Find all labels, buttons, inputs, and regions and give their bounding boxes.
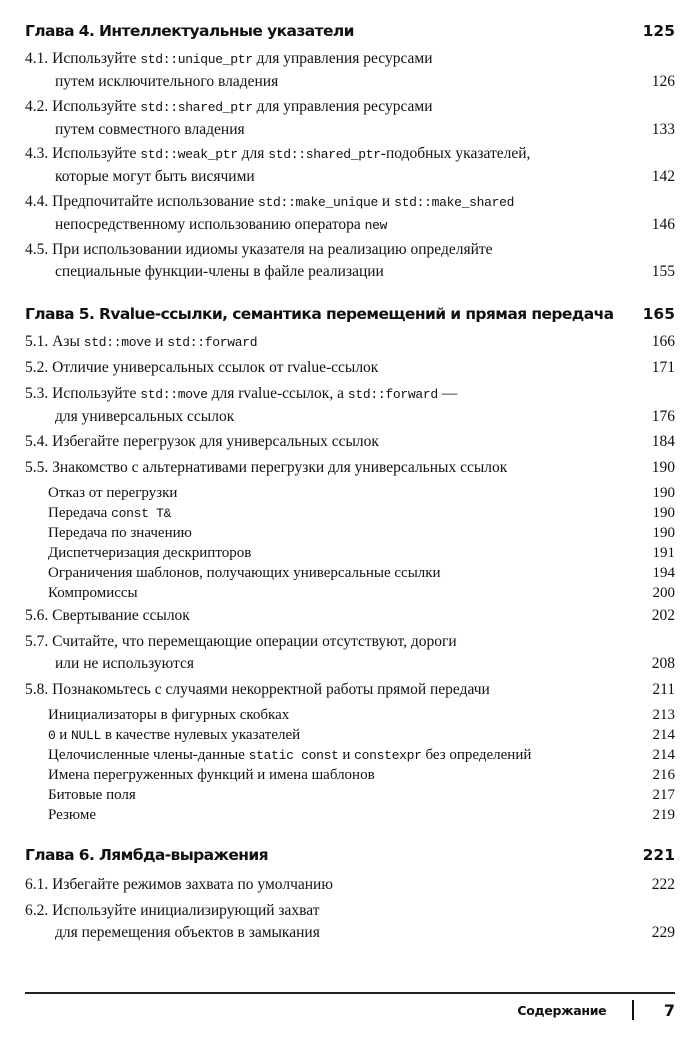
- entry-title: [25, 605, 190, 627]
- subentry-page-number: 194: [652, 565, 675, 581]
- text-run: для: [237, 145, 269, 162]
- entry-page-number: 166: [651, 333, 675, 350]
- text-run: Считайте, что перемещающие операции отсутствуют, дороги: [52, 633, 457, 650]
- text-run: Передача по значению: [48, 525, 192, 541]
- text-run: в качестве нулевых указателей: [101, 727, 301, 743]
- toc-entry[interactable]: [25, 331, 675, 354]
- text-run: —: [437, 385, 458, 402]
- code-term: 0: [48, 728, 56, 743]
- text-run: для rvalue-ссылок, а: [207, 385, 348, 402]
- text-run: Имена перегруженных функций и имена шаблонов: [48, 767, 375, 783]
- text-run: и: [55, 727, 72, 743]
- entry-title-continuation: [25, 922, 320, 944]
- entry-number: 4.2.: [25, 98, 49, 115]
- entry-number: 5.8.: [25, 681, 49, 698]
- entry-title-continuation: [25, 214, 387, 237]
- toc-subentry[interactable]: [48, 483, 675, 503]
- subentry-page-number: 219: [652, 807, 675, 823]
- chapter-heading[interactable]: [25, 846, 675, 864]
- entry-page-number: 155: [651, 263, 675, 280]
- subentry-page-number: 191: [652, 545, 675, 561]
- entry-title: [25, 679, 490, 701]
- entry-title: [25, 191, 514, 214]
- entry-number: 5.7.: [25, 633, 49, 650]
- footer-section-label: Содержание: [517, 1002, 607, 1018]
- entry-page-number: 222: [651, 876, 675, 893]
- toc-entry[interactable]: [25, 383, 675, 428]
- entry-title: [25, 874, 333, 896]
- text-run: специальные функции-члены в файле реализации: [55, 263, 384, 280]
- code-term: const T&: [111, 506, 172, 521]
- text-run: Используйте: [52, 50, 141, 67]
- chapter-page-number: 165: [642, 305, 675, 323]
- subentry-page-number: 190: [652, 485, 675, 501]
- chapter-page-number: 125: [642, 22, 675, 40]
- subentry-title: [48, 503, 171, 524]
- text-run: Используйте: [52, 98, 141, 115]
- text-run: Целочисленные члены-данные: [48, 747, 249, 763]
- text-run: Битовые поля: [48, 787, 136, 803]
- entry-title-continuation: [25, 406, 234, 428]
- toc-entry[interactable]: [25, 239, 675, 283]
- toc-entry[interactable]: [25, 631, 675, 675]
- subentry-page-number: 200: [652, 585, 675, 601]
- entry-number: 5.2.: [25, 359, 49, 376]
- entry-page-number: 184: [651, 433, 675, 450]
- entry-number: 5.6.: [25, 607, 49, 624]
- entry-number: 6.1.: [25, 876, 49, 893]
- entry-title-continuation: [25, 653, 194, 675]
- entry-number: 4.1.: [25, 50, 49, 67]
- entry-page-number: 171: [651, 359, 675, 376]
- text-run: Инициализаторы в фигурных скобках: [48, 707, 290, 723]
- entry-title: [25, 900, 320, 922]
- footer-divider: [632, 1000, 634, 1020]
- subentry-page-number: 213: [652, 707, 675, 723]
- entry-page-number: 202: [651, 607, 675, 624]
- footer-rule: [25, 992, 675, 994]
- text-run: для перемещения объектов в замыкания: [55, 924, 320, 941]
- toc-entry[interactable]: [25, 874, 675, 896]
- subentry-page-number: 216: [652, 767, 675, 783]
- code-term: std::move: [83, 335, 152, 350]
- subentry-page-number: 190: [652, 525, 675, 541]
- text-run: Отказ от перегрузки: [48, 485, 178, 501]
- toc-entry[interactable]: [25, 357, 675, 379]
- subentry-title: [48, 785, 136, 805]
- entry-number: 5.5.: [25, 459, 49, 476]
- entry-title: [25, 431, 379, 453]
- subentry-title: [48, 523, 192, 543]
- chapter-title: Глава 4. Интеллектуальные указатели: [25, 22, 354, 40]
- entry-page-number: 229: [651, 924, 675, 941]
- entry-title: [25, 331, 257, 354]
- entry-page-number: 190: [651, 459, 675, 476]
- entry-title-continuation: [25, 166, 255, 188]
- chapter-title: Глава 6. Лямбда-выражения: [25, 846, 268, 864]
- text-run: для универсальных ссылок: [55, 408, 235, 425]
- text-run: и: [338, 747, 355, 763]
- code-term: std::shared_ptr: [268, 147, 381, 162]
- text-run: путем исключительного владения: [55, 73, 279, 90]
- toc-subentry[interactable]: [48, 805, 675, 825]
- toc-entry[interactable]: [25, 191, 675, 237]
- toc-entry[interactable]: [25, 431, 675, 453]
- entry-title: [25, 383, 457, 406]
- text-run: Избегайте режимов захвата по умолчанию: [52, 876, 333, 893]
- subentry-title: [48, 725, 300, 746]
- code-term: std::move: [140, 387, 208, 402]
- toc-entry[interactable]: [25, 48, 675, 93]
- chapter-page-number: 221: [642, 846, 675, 864]
- entry-title: [25, 143, 530, 166]
- text-run: и: [151, 333, 168, 350]
- entry-title-continuation: [25, 261, 384, 283]
- entry-title: [25, 631, 457, 653]
- text-run: или не используются: [55, 655, 194, 672]
- subentry-title: [48, 583, 138, 603]
- entry-title: [25, 48, 433, 71]
- subentry-page-number: 214: [652, 727, 675, 743]
- entry-number: 5.3.: [25, 385, 49, 402]
- entry-page-number: 126: [651, 73, 675, 90]
- text-run: Избегайте перегрузок для универсальных ссылок: [52, 433, 379, 450]
- entry-number: 4.4.: [25, 193, 49, 210]
- entry-title-continuation: [25, 119, 245, 141]
- toc-subentry[interactable]: [48, 725, 675, 746]
- text-run: для управления ресурсами: [252, 50, 433, 67]
- text-run: Диспетчеризация дескрипторов: [48, 545, 252, 561]
- toc-entry[interactable]: [25, 900, 675, 944]
- toc-entry[interactable]: [25, 96, 675, 141]
- subentry-title: [48, 765, 375, 785]
- subentry-title: [48, 705, 289, 725]
- entry-page-number: 142: [651, 168, 675, 185]
- entry-title-continuation: [25, 71, 278, 93]
- entry-number: 5.4.: [25, 433, 49, 450]
- footer-page-number: 7: [663, 1000, 675, 1020]
- text-run: и: [378, 193, 395, 210]
- text-run: Используйте: [52, 145, 141, 162]
- text-run: которые могут быть висячими: [55, 168, 255, 185]
- text-run: Ограничения шаблонов, получающих универсальные ссылки: [48, 565, 441, 581]
- entry-number: 4.5.: [25, 241, 49, 258]
- subentry-title: [48, 543, 251, 563]
- code-term: static const: [248, 748, 339, 763]
- text-run: Предпочитайте использование: [52, 193, 258, 210]
- text-run: Компромиссы: [48, 585, 138, 601]
- toc-subentry[interactable]: [48, 563, 675, 583]
- code-term: std::forward: [167, 335, 258, 350]
- entry-page-number: 211: [652, 681, 675, 698]
- subentry-title: [48, 483, 177, 503]
- text-run: При использовании идиомы указателя на реализацию определяйте: [52, 241, 493, 258]
- code-term: std::make_shared: [394, 195, 515, 210]
- code-term: std::make_unique: [257, 195, 379, 210]
- text-run: Азы: [52, 333, 84, 350]
- toc-subentry[interactable]: [48, 765, 675, 785]
- entry-page-number: 176: [651, 408, 675, 425]
- subentry-title: [48, 805, 96, 825]
- page-footer: [0, 1000, 675, 1020]
- text-run: путем совместного владения: [55, 121, 245, 138]
- subentry-title: [48, 563, 441, 583]
- code-term: std::forward: [347, 387, 438, 402]
- chapter-heading[interactable]: [25, 305, 675, 323]
- entry-title: [25, 96, 433, 119]
- code-term: constexpr: [354, 748, 422, 763]
- entry-title: [25, 239, 493, 261]
- subentry-page-number: 217: [652, 787, 675, 803]
- entry-number: 6.2.: [25, 902, 49, 919]
- subentry-page-number: 190: [652, 505, 675, 521]
- subentry-title: [48, 745, 531, 766]
- text-run: Используйте инициализирующий захват: [52, 902, 320, 919]
- text-run: -подобных указателей,: [380, 145, 531, 162]
- text-run: Отличие универсальных ссылок от rvalue-ссылок: [52, 359, 379, 376]
- text-run: Свертывание ссылок: [52, 607, 190, 624]
- text-run: Знакомство с альтернативами перегрузки для универсальных ссылок: [52, 459, 508, 476]
- code-term: std::weak_ptr: [140, 147, 238, 162]
- text-run: для управления ресурсами: [252, 98, 433, 115]
- text-run: Используйте: [52, 385, 141, 402]
- toc-entry[interactable]: [25, 605, 675, 627]
- entry-number: 5.1.: [25, 333, 49, 350]
- entry-page-number: 133: [651, 121, 675, 138]
- toc-subentry[interactable]: [48, 543, 675, 563]
- subentry-page-number: 214: [652, 747, 675, 763]
- entry-page-number: 208: [651, 655, 675, 672]
- toc-subentry[interactable]: [48, 705, 675, 725]
- code-term: std::shared_ptr: [140, 100, 253, 115]
- text-run: Познакомьтесь с случаями некорректной работы прямой передачи: [52, 681, 490, 698]
- toc-entry[interactable]: [25, 679, 675, 701]
- entry-title: [25, 457, 507, 479]
- toc-entry[interactable]: [25, 457, 675, 479]
- text-run: Передача: [48, 505, 112, 521]
- entry-number: 4.3.: [25, 145, 49, 162]
- toc-subentry[interactable]: [48, 523, 675, 543]
- entry-title: [25, 357, 378, 379]
- text-run: без определений: [421, 747, 532, 763]
- code-term: NULL: [71, 728, 102, 743]
- toc-subentry[interactable]: [48, 785, 675, 805]
- code-term: std::unique_ptr: [140, 52, 253, 67]
- chapter-title: Глава 5. Rvalue-ссылки, семантика перемещений и прямая передача: [25, 305, 614, 323]
- toc-entry[interactable]: [25, 143, 675, 188]
- code-term: new: [364, 218, 388, 233]
- text-run: Резюме: [48, 807, 97, 823]
- chapter-heading[interactable]: [25, 22, 675, 40]
- toc-subentry[interactable]: [48, 745, 675, 766]
- toc-subentry[interactable]: [48, 583, 675, 603]
- entry-page-number: 146: [651, 216, 675, 233]
- toc-subentry[interactable]: [48, 503, 675, 524]
- text-run: непосредственному использованию оператора: [55, 216, 365, 233]
